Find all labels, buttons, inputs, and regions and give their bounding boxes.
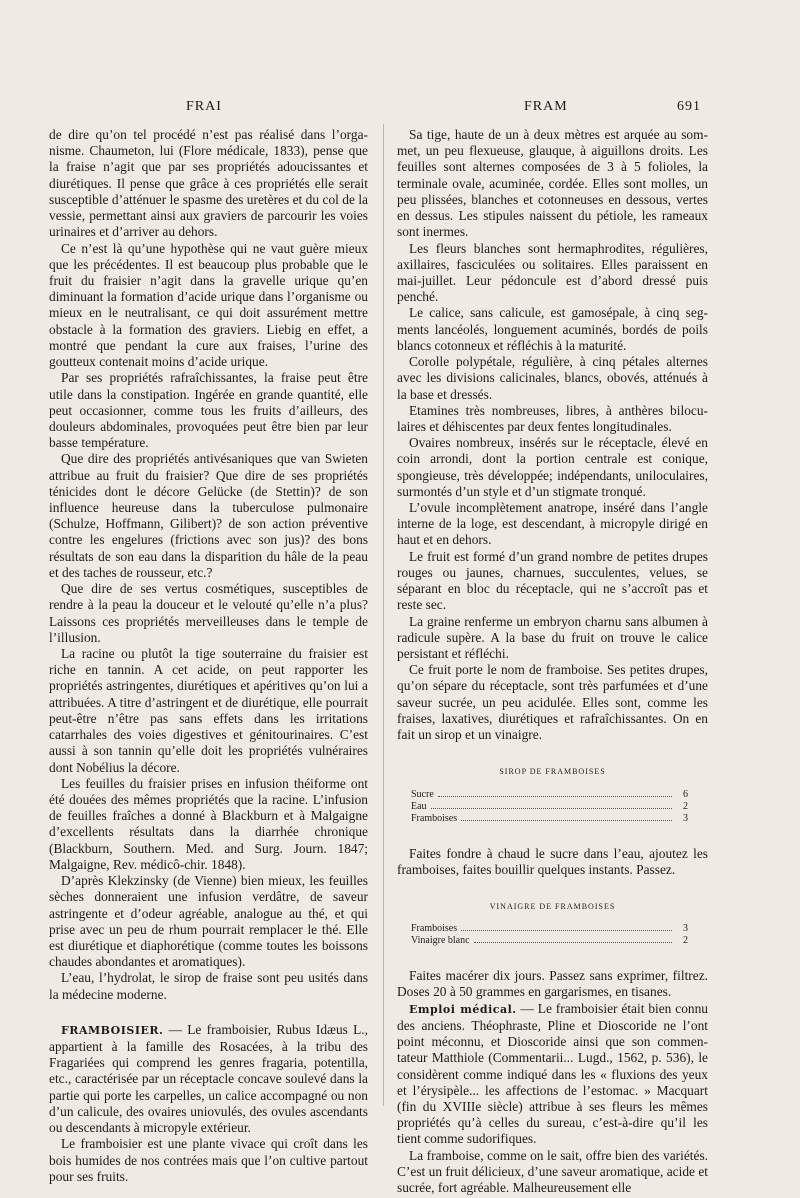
page-number: 691 — [677, 99, 701, 114]
paragraph: Les fleurs blanches sont hermaphrodites, régulières, axillaires, fasciculées ou solitaires. Elles paraissent en mai-juillet. Leur pédoncule est d’abord dressé puis penché. — [397, 240, 708, 305]
paragraph: Ovaires nombreux, insérés sur le réceptacle, élevé en coin arrondi, dont la portion centrale est conique, spongieuse, très développée; indépendants, uniloculaires, surmontés d’un style et d’un stigmate tronqué. — [397, 435, 708, 499]
entry-heading: FRAMBOISIER. — [61, 1023, 164, 1037]
emploi-heading: Emploi médical. — [409, 1002, 517, 1016]
paragraph: L’eau, l’hydrolat, le sirop de fraise sont peu usités dans la médecine moderne. — [49, 970, 368, 1002]
paragraph: Le framboisier est une plante vivace qui croît dans les bois humides de nos contrées mais que l’on cultive partout pour ses fruits. — [49, 1136, 368, 1184]
recipe-title-sirop: SIROP DE FRAMBOISES — [499, 767, 606, 777]
recipe-item-label: Vinaigre blanc — [411, 935, 470, 947]
paragraph: La graine renferme un embryon charnu sans albumen à radicule supère. A la base du fruit on trouve le calice persistant et réfléchi. — [397, 613, 708, 661]
paragraph: Sa tige, haute de un à deux mètres est arquée au sommet, un peu flexueuse, glauque, à aiguillons droits. Les feuilles sont alternes composées de 3 à 5 folioles, la terminale ovale, acuminée, cordée. Elles sont molles, un peu plissées, blanches et cotonneuses en dessous, vertes en dessus. Les stipules naissent du pétiole, les rameaux sont inermes. — [397, 127, 708, 240]
recipe-item-qty: 2 — [683, 935, 688, 947]
emploi-paragraph — [397, 1001, 708, 1148]
recipe-item-qty: 2 — [683, 800, 688, 812]
paragraph: Faites fondre à chaud le sucre dans l’eau, ajoutez les framboises, faites bouillir quelques instants. Passez. — [397, 845, 708, 877]
paragraph: Etamines très nombreuses, libres, à anthères biloculaires et déhiscentes par deux fentes longitudinales. — [397, 402, 708, 434]
entry-paragraph — [49, 1022, 368, 1137]
paragraph: Faites macérer dix jours. Passez sans exprimer, filtrez. Doses 20 à 50 grammes en gargarismes, en tisanes. — [397, 968, 708, 1000]
recipe-item-label: Sucre — [411, 788, 434, 800]
left-column — [49, 127, 368, 1185]
column-divider — [383, 124, 384, 1106]
recipe-list-vinaigre — [411, 923, 688, 947]
running-head-left: FRAI — [186, 99, 222, 114]
recipe-list-sirop — [411, 789, 688, 825]
recipe-item-label: Framboises — [411, 812, 458, 824]
recipe-item-qty: 3 — [683, 923, 688, 935]
dot-leader — [461, 930, 672, 931]
running-head-center: FRAM — [524, 99, 568, 114]
right-column — [397, 127, 708, 1196]
recipe-item-label: Framboises — [411, 923, 458, 935]
dot-leader — [431, 808, 672, 809]
recipe-item — [411, 813, 688, 825]
paragraph: de dire qu’on tel procédé n’est pas réalisé dans l’organisme. Chaumeton, lui (Flore médicale, 1833), pense que la fraise n’agit que par ses propriétés adoucissantes et diurétiques. Il pense que grâce à ces propriétés elle serait susceptible d’atténuer le spasme des uretères et du col de la vessie, permettant ainsi aux graviers de parcourir les voies urinaires et d’arriver au dehors. — [49, 127, 368, 240]
dot-leader — [461, 820, 672, 821]
paragraph: L’ovule incomplètement anatrope, inséré dans l’angle interne de la loge, est descendant, à micropyle dirigé en haut et en dehors. — [397, 500, 708, 548]
paragraph: Par ses propriétés rafraîchissantes, la fraise peut être utile dans la constipation. Ingérée en grande quantité, elle peut occasionner, comme tous les fruits d’ailleurs, des douleurs abdominales, provoquées peut être bien par leur basse température. — [49, 370, 368, 451]
paragraph: Que dire des propriétés antivésaniques que van Swieten attribue au fruit du fraisier? Que dire de ses propriétés ténicides dont le décore Gelücke (de Stettin)? de son influence heureuse dans la tuberculose pulmonaire (Schulze, Hoffmann, Gilibert)? de son action préventive contre les engelures (frictions avec son jus)? des bons résultats de son eau dans la disparition du hâle de la peau et des taches de rousseur, etc.? — [49, 451, 368, 580]
paragraph: La racine ou plutôt la tige souterraine du fraisier est riche en tannin. A cet acide, on peut rapporter les propriétés astringentes, diurétiques et apéritives qu’on lui a attribuées. A titre d’astringent et de diurétique, elle pourrait peut-être n’être pas sans effets dans les irritations catarrhales des voies digestives et génitourinaires. C’est aussi à son tannin qu’elle doit les propriétés vulnéraires dont Nobélius la décore. — [49, 646, 368, 775]
recipe-item — [411, 935, 688, 947]
recipe-item-label: Eau — [411, 800, 427, 812]
recipe-title-vinaigre: VINAIGRE DE FRAMBOISES — [489, 901, 616, 911]
paragraph: Les feuilles du fraisier prises en infusion théiforme ont été douées des mêmes propriétés que la racine. L’infusion de feuilles fraîches a donné à Blackburn et à Malgaigne d’excellents résultats dans la diarrhée chronique (Blackburn, Southern. Med. and Surg. Journ. 1847; Malgaigne, Rev. médicô-chir. 1848). — [49, 775, 368, 872]
recipe-item — [411, 923, 688, 935]
paragraph: Ce fruit porte le nom de framboise. Ses petites drupes, qu’on sépare du réceptacle, sont très parfumées et d’une saveur sucrée, un peu acidulée. Elles sont, comme les fraises, laxatives, diurétiques et rafraîchissantes. On en fait un sirop et un vinaigre. — [397, 662, 708, 743]
paragraph: Corolle polypétale, régulière, à cinq pétales alternes avec les divisions calicinales, blancs, obovés, atténués à la base et dressés. — [397, 354, 708, 402]
paragraph: La framboise, comme on le sait, offre bien des variétés. C’est un fruit délicieux, d’une saveur aromatique, acide et sucrée, fort agréable. Malheureusement elle — [397, 1147, 708, 1196]
paragraph: Ce n’est là qu’une hypothèse qui ne vaut guère mieux que les précédentes. Il est beaucoup plus probable que le fruit du fraisier n’agit dans la gravelle urique qu’en diminuant la formation d’acide urique dans l’organisme ou mieux en le neutralisant, ce qui doit assurément mettre obstacle à la formation des graviers. Liebig en effet, a montré que pendant la cure aux fraises, l’urine des goutteux contenait moins d’acide urique. — [49, 240, 368, 370]
dot-leader — [474, 942, 672, 943]
recipe-item — [411, 801, 688, 813]
paragraph: D’après Klekzinsky (de Vienne) bien mieux, les feuilles sèches donneraient une infusion verdâtre, de saveur astringente et d’odeur agréable, analogue au thé, et qui prise avec un peu de rhum pourrait remplacer le thé. Elle est diurétique et diaphorétique (comme toutes les boissons chaudes abondantes et aromatiques). — [49, 873, 368, 970]
emploi-text: — Le framboisier était bien connu des anciens. Théophraste, Pline et Dioscoride ne l’ont point méconnu, et Dioscoride ainsi que son commentateur Matthiole (Commentarii... Lugd., 1562, p. 536), le considèrent comme indiqué dans les « fluxions des yeux et l’érysipèle... les affections de l’estomac. » Macquart (fin du XVIIIe siècle) attribue à ses fleurs les mêmes propriétés qu’à celles du sureau, c’est-à-dire qu’il les tient comme sudorifiques. — [397, 1000, 708, 1147]
recipe-item-qty: 6 — [683, 788, 688, 800]
dot-leader — [438, 796, 672, 797]
recipe-item — [411, 789, 688, 801]
entry-text: — Le framboisier, Rubus Idæus L., appartient à la famille des Rosacées, à la tribu des Fragariées qui comprend les genres fragaria, potentilla, etc., caractérisée par un réceptacle concave soulevé dans la partie qui porte les carpelles, un calice accompagné ou non d’un calicule, des ovaires uniovulés, des ovules ascendants ou descendants à micropyle extérieur. — [49, 1021, 368, 1136]
paragraph: Que dire de ses vertus cosmétiques, susceptibles de rendre à la peau la douceur et le velouté qu’elle n’a plus? Laissons ces propriétés merveilleuses dans le temple de l’illusion. — [49, 581, 368, 645]
paragraph: Le fruit est formé d’un grand nombre de petites drupes rouges ou jaunes, charnues, succulentes, velues, se séparant en bloc du réceptacle, qui ne s’accroît pas et reste sec. — [397, 548, 708, 613]
recipe-item-qty: 3 — [683, 812, 688, 824]
paragraph: Le calice, sans calicule, est gamosépale, à cinq segments lancéolés, longuement acuminés, bordés de poils blancs cotonneux et réfléchis à la maturité. — [397, 305, 708, 353]
